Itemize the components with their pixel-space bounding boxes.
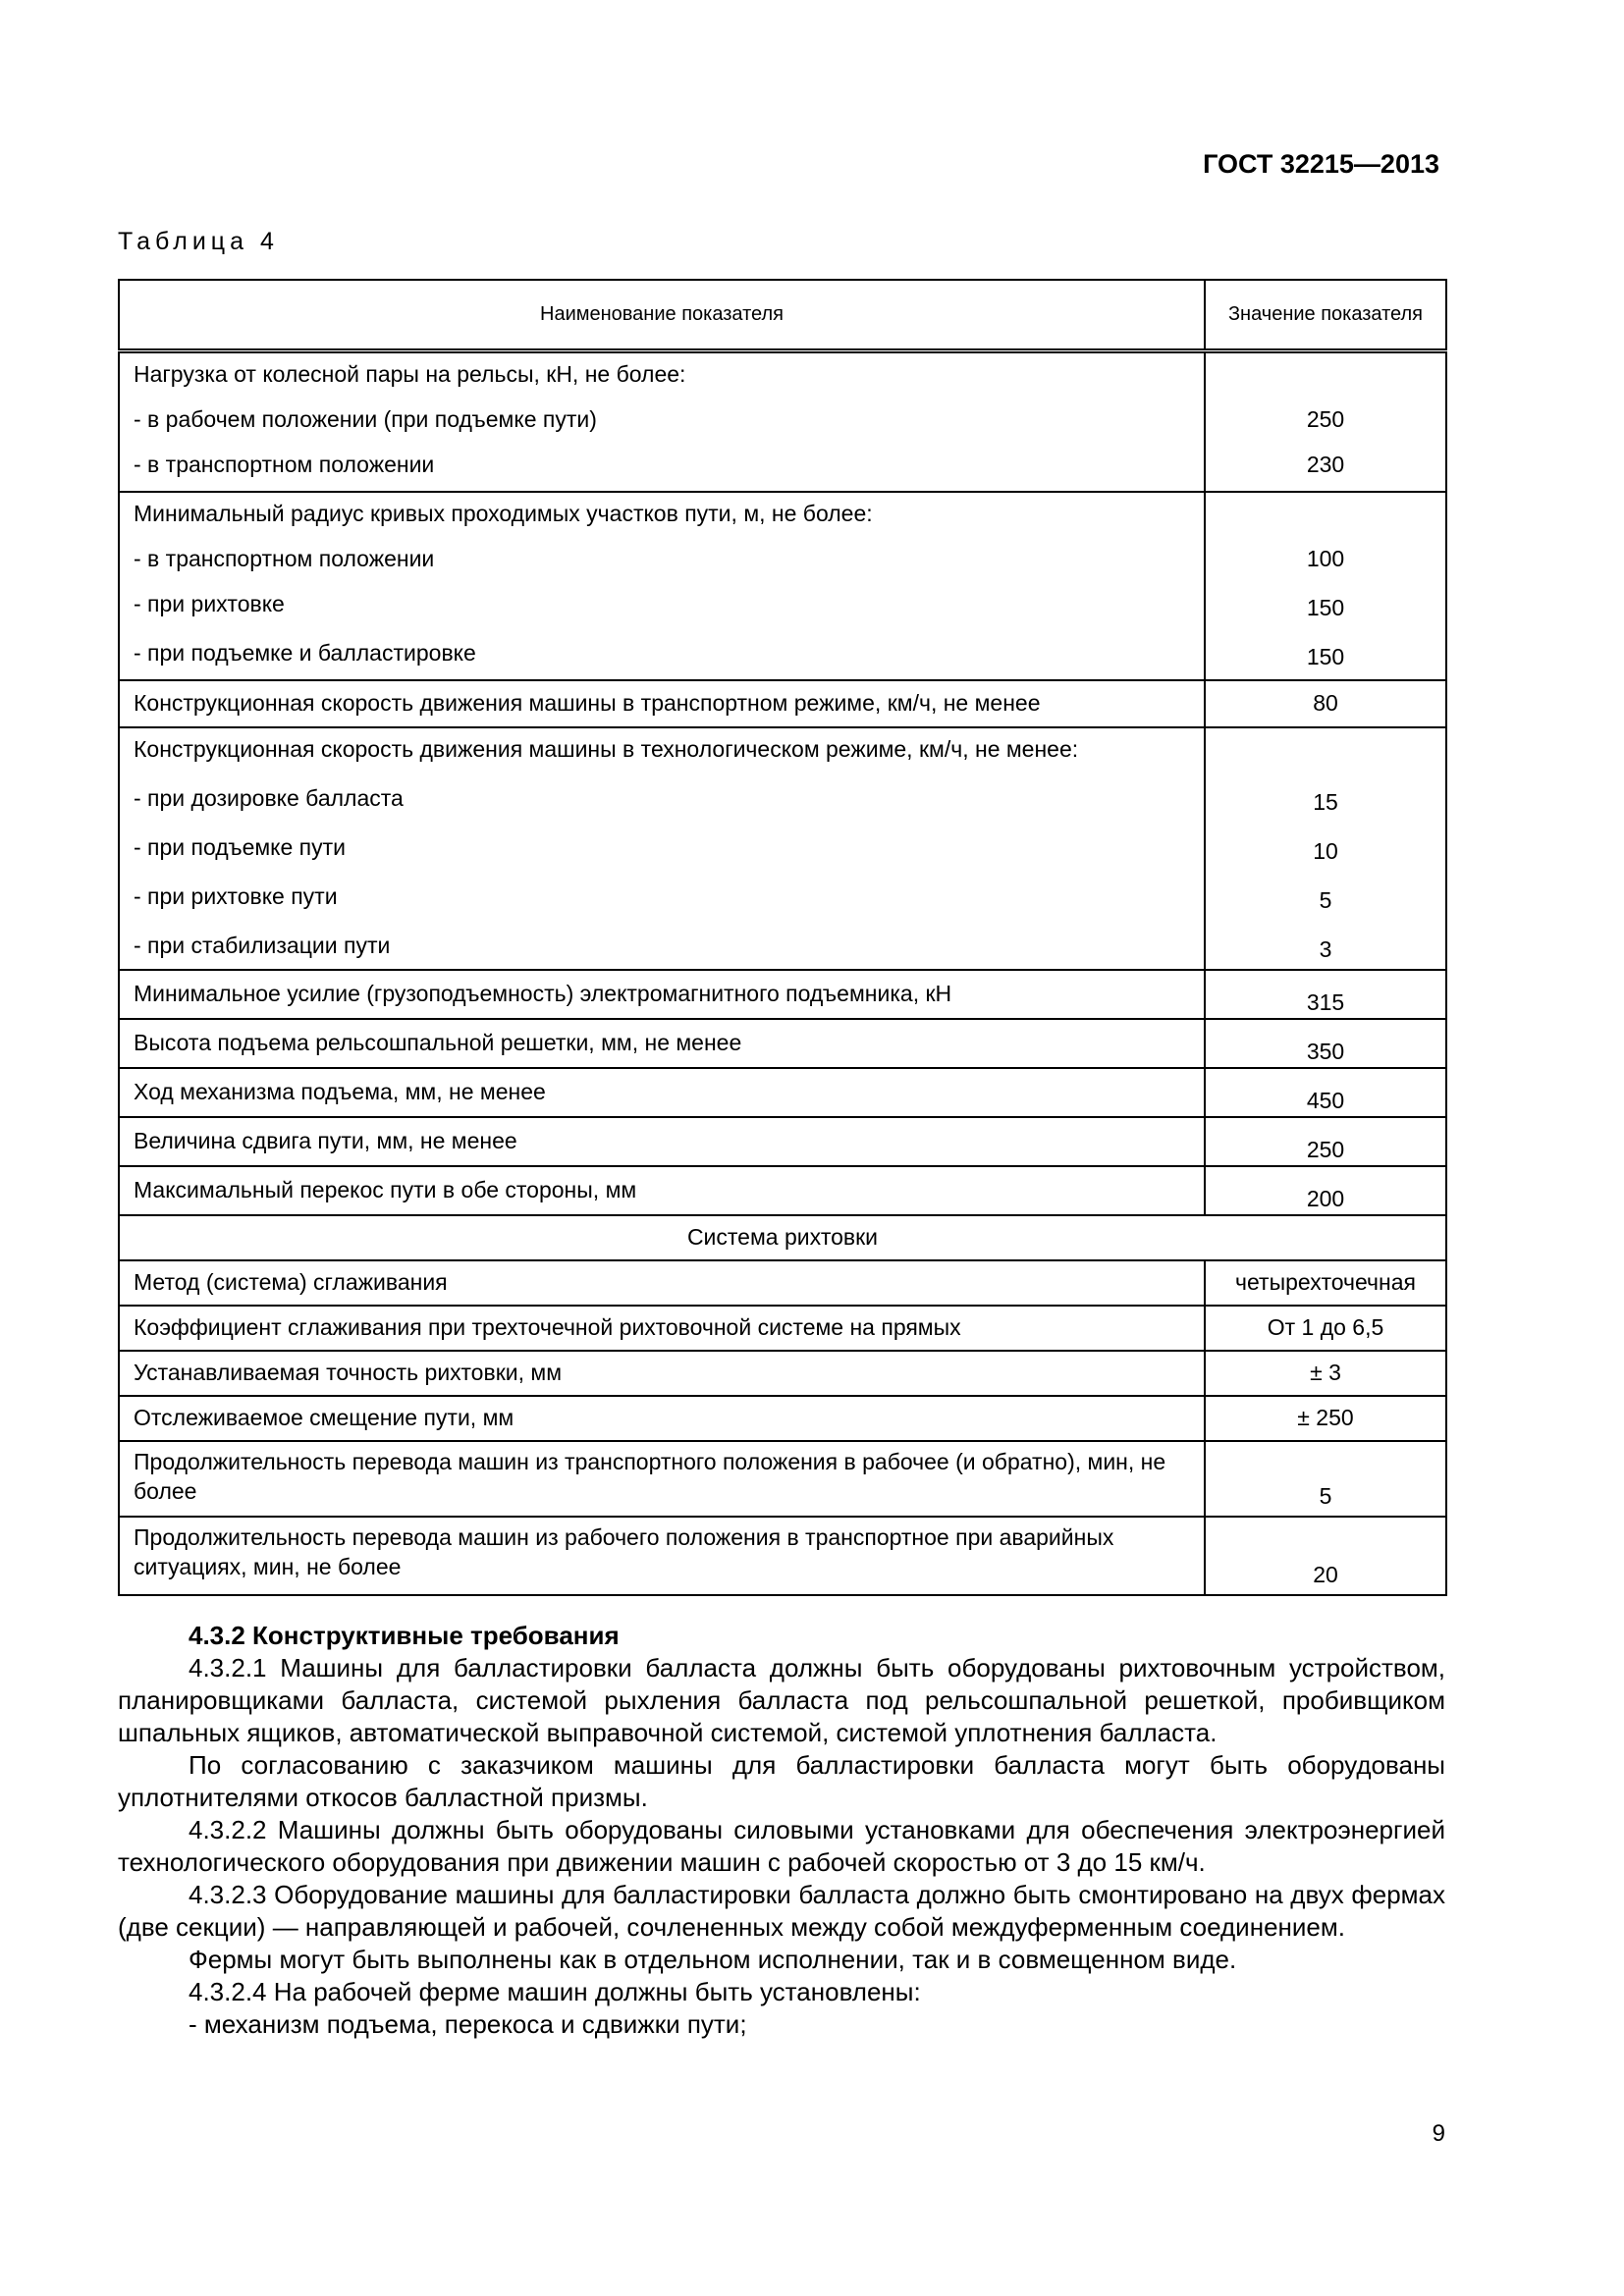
row-value: 200 xyxy=(1205,1166,1446,1215)
table-row xyxy=(119,1396,1446,1441)
row-value xyxy=(1219,499,1432,544)
row-label: Нагрузка от колесной пары на рельсы, кН, не более: xyxy=(134,360,686,387)
section-heading: 4.3.2 Конструктивные требования xyxy=(189,1621,620,1650)
table-section-row xyxy=(119,1215,1446,1260)
table-row xyxy=(119,1351,1446,1396)
row-value: 250 xyxy=(1205,1117,1446,1166)
row-value: 3 xyxy=(1319,936,1332,962)
row-value: 230 xyxy=(1306,451,1345,477)
row-value: От 1 до 6,5 xyxy=(1205,1306,1446,1351)
row-value: ± 250 xyxy=(1205,1396,1446,1441)
table-header-row xyxy=(119,280,1446,350)
row-label: - при дозировке балласта xyxy=(134,785,404,811)
row-value: четырехточечная xyxy=(1205,1260,1446,1306)
table-row xyxy=(119,350,1446,492)
column-header-value: Значение показателя xyxy=(1205,280,1446,350)
section-title: Система рихтовки xyxy=(119,1215,1446,1260)
table-row xyxy=(119,680,1446,727)
document-code: ГОСТ 32215—2013 xyxy=(1203,149,1439,179)
table-row xyxy=(119,1441,1446,1517)
row-label: Ход механизма подъема, мм, не менее xyxy=(119,1068,1205,1117)
paragraph: 4.3.2.4 На рабочей ферме машин должны быть установлены: xyxy=(189,1977,921,2006)
row-value: 15 xyxy=(1313,789,1338,815)
row-value: 250 xyxy=(1306,405,1345,432)
row-label: Высота подъема рельсошпальной решетки, мм, не менее xyxy=(119,1019,1205,1068)
row-label: - в транспортном положении xyxy=(134,546,435,571)
row-value: 150 xyxy=(1306,644,1345,669)
parameters-table xyxy=(118,279,1447,1596)
paragraph: 4.3.2.3 Оборудование машины для балластировки балласта должно быть смонтировано на двух фермах (две секции) — направляющей и рабочей, сочлененных между собой междуферменным соединением. xyxy=(118,1880,1445,1942)
row-label: Минимальное усилие (грузоподъемность) электромагнитного подъемника, кН xyxy=(119,970,1205,1019)
table-row xyxy=(119,727,1446,970)
table-row xyxy=(119,492,1446,680)
row-value: 150 xyxy=(1306,595,1345,620)
row-value: 10 xyxy=(1313,838,1338,864)
row-label: - при рихтовке пути xyxy=(134,883,338,909)
table-row xyxy=(119,1019,1446,1068)
table-row xyxy=(119,1117,1446,1166)
row-label: Устанавливаемая точность рихтовки, мм xyxy=(119,1351,1205,1396)
row-value xyxy=(1219,359,1432,404)
table-row xyxy=(119,970,1446,1019)
row-label: Конструкционная скорость движения машины в технологическом режиме, км/ч, не менее: xyxy=(134,736,1079,762)
row-label: Конструкционная скорость движения машины в транспортном режиме, км/ч, не менее xyxy=(119,680,1205,727)
table-row xyxy=(119,1306,1446,1351)
row-value: 350 xyxy=(1205,1019,1446,1068)
row-label: Минимальный радиус кривых проходимых участков пути, м, не более: xyxy=(134,501,873,526)
row-label: - при подъемке пути xyxy=(134,834,347,860)
paragraph: 4.3.2.2 Машины должны быть оборудованы силовыми установками для обеспечения электроэнергией технологического оборудования при движении машин с рабочей скоростью от 3 до 15 км/ч. xyxy=(118,1815,1445,1877)
row-label: - при рихтовке xyxy=(134,591,285,616)
row-value: 20 xyxy=(1205,1517,1446,1595)
paragraph: - механизм подъема, перекоса и сдвижки пути; xyxy=(189,2009,747,2039)
row-value: 100 xyxy=(1306,546,1345,571)
table-caption: Таблица 4 xyxy=(118,228,279,255)
paragraph: Фермы могут быть выполнены как в отдельном исполнении, так и в совмещенном виде. xyxy=(189,1945,1237,1974)
row-label: - при стабилизации пути xyxy=(134,933,391,958)
column-header-name: Наименование показателя xyxy=(119,280,1205,350)
row-label: Коэффициент сглаживания при трехточечной рихтовочной системе на прямых xyxy=(119,1306,1205,1351)
row-label: - в рабочем положении (при подъемке пути) xyxy=(134,405,597,432)
row-value: 450 xyxy=(1205,1068,1446,1117)
row-label: - при подъемке и балластировке xyxy=(134,640,476,666)
table-row xyxy=(119,1068,1446,1117)
table-row xyxy=(119,1517,1446,1595)
paragraph: По согласованию с заказчиком машины для балластировки балласта могут быть оборудованы уплотнителями откосов балластной призмы. xyxy=(118,1750,1445,1812)
table-row xyxy=(119,1260,1446,1306)
row-label: Величина сдвига пути, мм, не менее xyxy=(119,1117,1205,1166)
row-label: Продолжительность перевода машин из рабочего положения в транспортное при аварийных ситуациях, мин, не более xyxy=(119,1517,1205,1595)
row-label: Отслеживаемое смещение пути, мм xyxy=(119,1396,1205,1441)
row-value: 5 xyxy=(1205,1441,1446,1517)
body-text xyxy=(118,1620,1445,2041)
row-value: ± 3 xyxy=(1205,1351,1446,1396)
paragraph: 4.3.2.1 Машины для балластировки балласта должны быть оборудованы рихтовочным устройством, планировщиками балласта, системой рыхления балласта под рельсошпальной решеткой, пробивщиком шпальных ящиков, автоматической выправочной системой, системой уплотнения балласта. xyxy=(118,1653,1445,1747)
row-label: Продолжительность перевода машин из транспортного положения в рабочее (и обратно), мин, не более xyxy=(119,1441,1205,1517)
page-number: 9 xyxy=(1432,2120,1445,2147)
row-value xyxy=(1219,738,1432,787)
row-label: Максимальный перекос пути в обе стороны, мм xyxy=(119,1166,1205,1215)
row-label: Метод (система) сглаживания xyxy=(119,1260,1205,1306)
table-row xyxy=(119,1166,1446,1215)
row-label: - в транспортном положении xyxy=(134,451,435,477)
row-value: 315 xyxy=(1205,970,1446,1019)
row-value: 5 xyxy=(1319,887,1332,913)
row-value: 80 xyxy=(1205,680,1446,727)
